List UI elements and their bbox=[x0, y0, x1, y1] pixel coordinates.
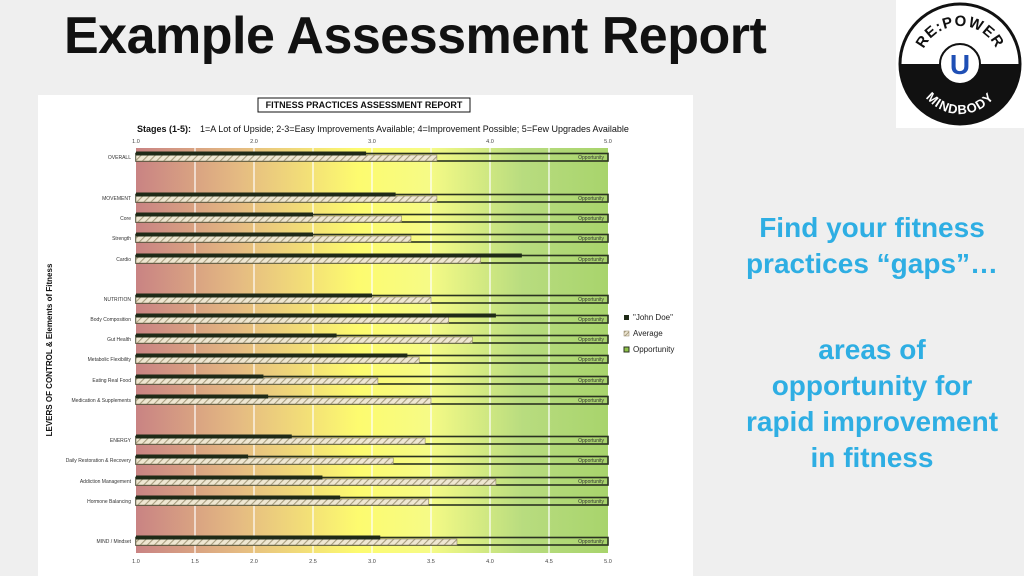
x-tick-bottom: 3.0 bbox=[368, 559, 376, 565]
opportunity-label: Opportunity bbox=[578, 297, 604, 303]
john-doe-bar bbox=[136, 455, 248, 459]
category-label: Metabolic Flexibility bbox=[87, 357, 131, 363]
x-tick-bottom: 5.0 bbox=[604, 559, 612, 565]
x-tick-bottom: 2.0 bbox=[250, 559, 258, 565]
category-label: Hormone Balancing bbox=[87, 499, 131, 505]
chart-title: FITNESS PRACTICES ASSESSMENT REPORT bbox=[265, 100, 463, 110]
category-label: Gut Health bbox=[107, 337, 131, 343]
john-doe-bar bbox=[136, 476, 322, 480]
logo-u-mark: U bbox=[949, 49, 971, 80]
x-tick-top: 3.0 bbox=[368, 139, 376, 145]
average-bar bbox=[136, 196, 437, 202]
john-doe-bar bbox=[136, 152, 366, 156]
x-tick-bottom: 1.0 bbox=[132, 559, 140, 565]
opportunity-label: Opportunity bbox=[578, 499, 604, 505]
category-label: Body Composition bbox=[90, 317, 131, 323]
category-label: Cardio bbox=[116, 257, 131, 263]
john-doe-bar bbox=[136, 213, 313, 217]
logo-bottom-text: MINDBODY bbox=[923, 89, 997, 118]
category-label: Eating Real Food bbox=[92, 378, 131, 384]
opportunity-label: Opportunity bbox=[578, 458, 604, 464]
x-tick-bottom: 3.5 bbox=[427, 559, 435, 565]
x-tick-bottom: 4.0 bbox=[486, 559, 494, 565]
john-doe-bar bbox=[136, 294, 372, 298]
legend-average-swatch bbox=[624, 331, 629, 336]
john-doe-bar bbox=[136, 233, 313, 237]
opportunity-label: Opportunity bbox=[578, 257, 604, 263]
average-bar bbox=[136, 317, 449, 323]
average-bar bbox=[136, 438, 425, 444]
opportunity-label: Opportunity bbox=[578, 216, 604, 222]
legend-john-doe-label: "John Doe" bbox=[633, 313, 673, 322]
john-doe-bar bbox=[136, 314, 496, 318]
average-bar bbox=[136, 155, 437, 161]
x-tick-top: 5.0 bbox=[604, 139, 612, 145]
legend-john-doe-swatch bbox=[624, 315, 629, 320]
average-bar bbox=[136, 378, 378, 384]
legend-opportunity-swatch bbox=[624, 347, 629, 352]
category-label: OVERALL bbox=[107, 155, 131, 161]
category-label: NUTRITION bbox=[103, 297, 131, 303]
opportunity-label: Opportunity bbox=[578, 337, 604, 343]
category-label: MIND / Mindset bbox=[96, 539, 131, 545]
john-doe-bar bbox=[136, 354, 407, 358]
opportunity-label: Opportunity bbox=[578, 539, 604, 545]
x-tick-top: 4.0 bbox=[486, 139, 494, 145]
category-label: Addiction Management bbox=[79, 479, 131, 485]
opportunity-label: Opportunity bbox=[578, 357, 604, 363]
y-axis-label: LEVERS OF CONTROL & Elements of Fitness bbox=[45, 263, 54, 437]
category-label: Core bbox=[120, 216, 131, 222]
john-doe-bar bbox=[136, 254, 522, 258]
assessment-chart-svg bbox=[38, 95, 693, 576]
opportunity-label: Opportunity bbox=[578, 196, 604, 202]
average-bar bbox=[136, 479, 496, 485]
opportunity-label: Opportunity bbox=[578, 155, 604, 161]
opportunity-label: Opportunity bbox=[578, 398, 604, 404]
slide-title: Example Assessment Report bbox=[64, 7, 767, 65]
average-bar bbox=[136, 398, 431, 404]
legend-average-label: Average bbox=[633, 329, 663, 338]
brand-logo bbox=[896, 0, 1024, 128]
average-bar bbox=[136, 236, 411, 242]
x-tick-top: 1.0 bbox=[132, 139, 140, 145]
average-bar bbox=[136, 357, 419, 363]
average-bar bbox=[136, 499, 429, 505]
john-doe-bar bbox=[136, 395, 268, 399]
opportunity-label: Opportunity bbox=[578, 236, 604, 242]
x-tick-bottom: 2.5 bbox=[309, 559, 317, 565]
john-doe-bar bbox=[136, 536, 380, 540]
logo-top-text: RE:POWER bbox=[912, 12, 1008, 52]
category-label: Medication & Supplements bbox=[71, 398, 131, 404]
chart-subtitle: 1=A Lot of Upside; 2-3=Easy Improvements Available; 4=Improvement Possible; 5=Few Upgrades Available bbox=[200, 124, 629, 134]
john-doe-bar bbox=[136, 435, 292, 439]
opportunity-label: Opportunity bbox=[578, 438, 604, 444]
average-bar bbox=[136, 458, 393, 464]
average-bar bbox=[136, 297, 431, 303]
tagline-opportunity: areas of opportunity for rapid improvement in fitness bbox=[745, 334, 999, 473]
average-bar bbox=[136, 337, 472, 343]
x-tick-bottom: 4.5 bbox=[545, 559, 553, 565]
john-doe-bar bbox=[136, 334, 337, 338]
average-bar bbox=[136, 539, 457, 545]
brand-logo-mark bbox=[896, 0, 1024, 128]
opportunity-label: Opportunity bbox=[578, 479, 604, 485]
john-doe-bar bbox=[136, 193, 396, 197]
category-label: MOVEMENT bbox=[102, 196, 131, 202]
category-label: Strength bbox=[112, 236, 131, 242]
legend-opportunity-label: Opportunity bbox=[633, 345, 675, 354]
chart-subtitle-label: Stages (1-5): bbox=[137, 124, 192, 134]
x-tick-top: 2.0 bbox=[250, 139, 258, 145]
assessment-chart bbox=[38, 95, 693, 576]
x-tick-bottom: 1.5 bbox=[191, 559, 199, 565]
opportunity-label: Opportunity bbox=[578, 317, 604, 323]
category-label: ENERGY bbox=[109, 438, 131, 444]
tagline-gaps: Find your fitness practices “gaps”… bbox=[745, 212, 999, 279]
average-bar bbox=[136, 216, 402, 222]
category-label: Daily Restoration & Recovery bbox=[65, 458, 131, 464]
average-bar bbox=[136, 257, 481, 263]
john-doe-bar bbox=[136, 375, 263, 379]
john-doe-bar bbox=[136, 496, 340, 500]
opportunity-label: Opportunity bbox=[578, 378, 604, 384]
